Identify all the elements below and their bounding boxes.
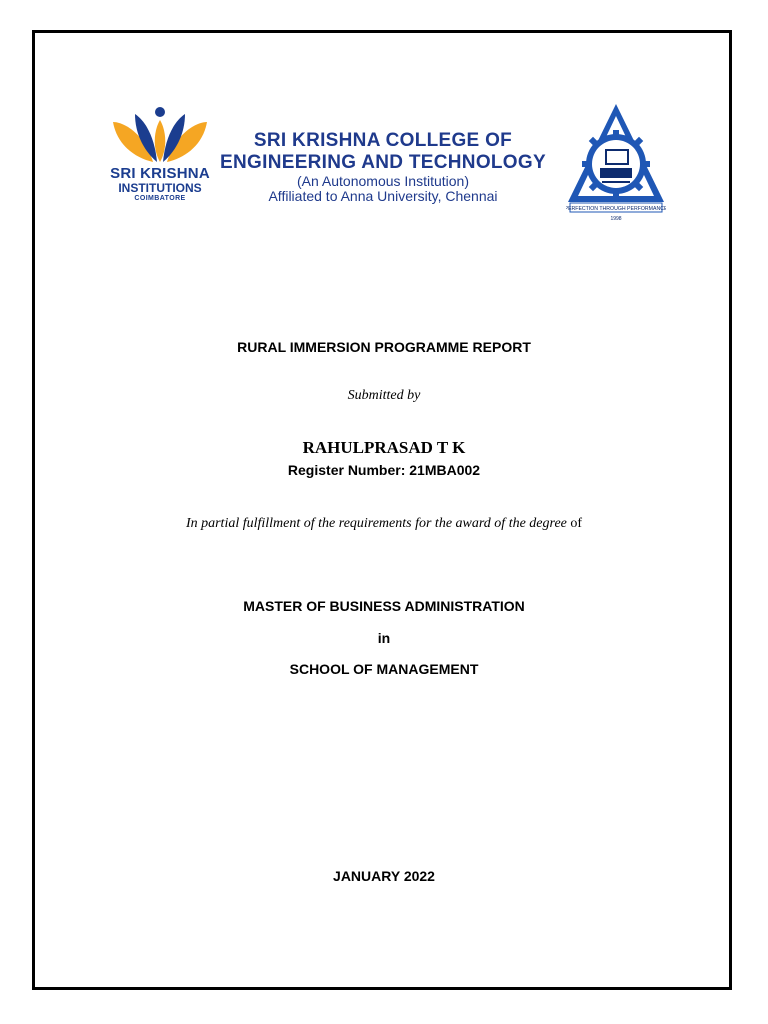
college-emblem [566, 102, 666, 224]
emblem-year: 1998 [610, 216, 622, 222]
college-header [218, 130, 548, 204]
report-date: JANUARY 2022 [333, 868, 435, 884]
logo-line3: COIMBATORE [134, 195, 186, 202]
emblem-icon [566, 102, 666, 224]
register-number: Register Number: 21MBA002 [287, 462, 481, 478]
college-affiliation-line: Affiliated to Anna University, Chennai [268, 188, 498, 204]
sri-krishna-institutions-logo [105, 100, 215, 210]
lotus-flame-icon [105, 100, 215, 170]
fulfillment-italic: In partial fulfillment of the requirements for the award of the degree [185, 516, 567, 531]
submitted-by: Submitted by [347, 388, 421, 403]
college-name-line2: ENGINEERING AND TECHNOLOGY [220, 152, 546, 173]
degree-name: MASTER OF BUSINESS ADMINISTRATION [243, 598, 525, 614]
college-name-line1: SRI KRISHNA COLLEGE OF [253, 130, 513, 151]
fulfillment-statement [0, 516, 768, 532]
logo-line2: INSTITUTIONS [118, 181, 202, 195]
report-title: RURAL IMMERSION PROGRAMME REPORT [237, 339, 531, 355]
student-name: RAHULPRASAD T K [302, 438, 466, 457]
college-autonomous-line: (An Autonomous Institution) [297, 173, 469, 189]
in-word: in [377, 630, 391, 646]
emblem-motto: PERFECTION THROUGH PERFORMANCE [566, 206, 666, 212]
school-name: SCHOOL OF MANAGEMENT [289, 661, 479, 677]
logo-line1: SRI KRISHNA [110, 165, 210, 182]
fulfillment-tail: of [566, 516, 583, 531]
